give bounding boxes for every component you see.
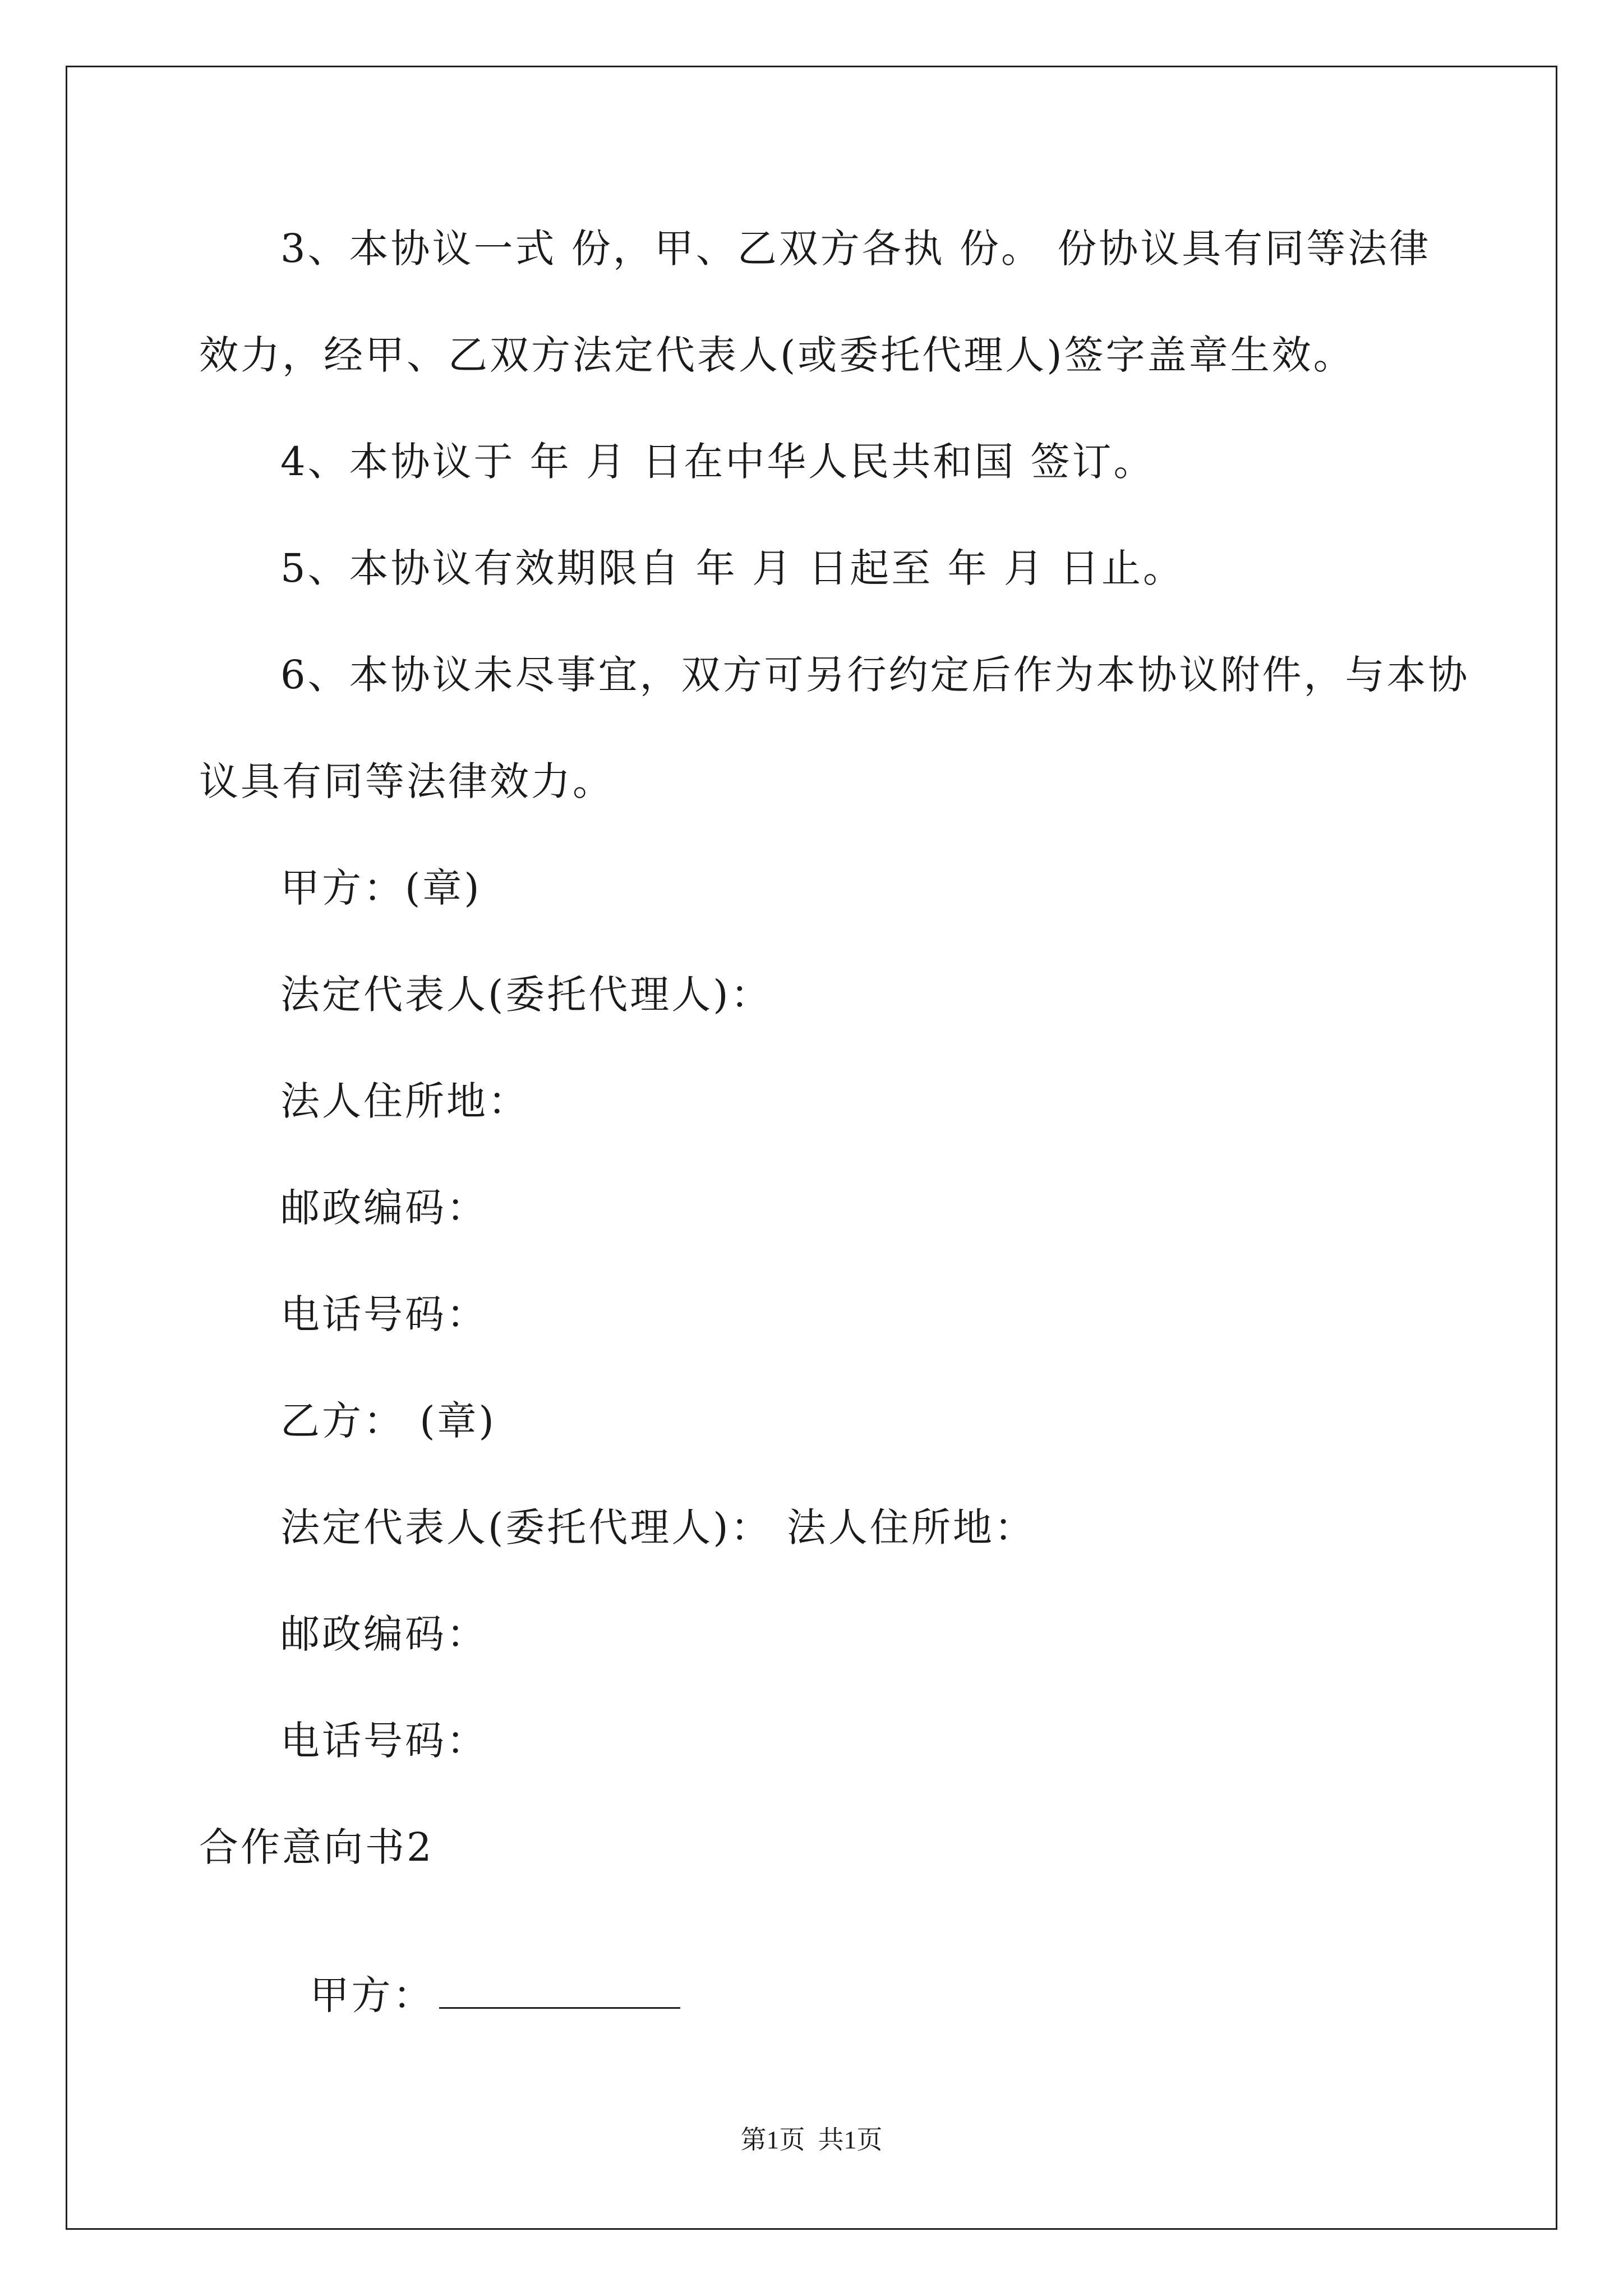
clause-5: 5、本协议有效期限自 年 月 日起至 年 月 日止。 [280,545,1185,591]
party-b-phone: 电话号码： [280,1718,488,1764]
party-b-postcode: 邮政编码： [280,1611,488,1657]
party-a-phone: 电话号码： [280,1291,488,1337]
clause-4: 4、本协议于 年 月 日在中华人民共和国 签订。 [280,439,1155,485]
section-heading: 合作意向书2 [199,1824,434,1870]
party-a-address: 法人住所地： [280,1078,529,1124]
section2-party-a-row [280,1934,680,2018]
party-a-name-blank [439,1973,680,2009]
party-b-legal-rep-address: 法定代表人(委托代理人)： 法人住所地： [280,1504,1036,1550]
clause-6-line-1: 6、本协议未尽事宜，双方可另行约定后作为本协议附件，与本协 [280,652,1470,698]
party-b-title: 乙方： (章) [280,1398,496,1444]
page-footer: 第1页 共1页 [740,2125,883,2154]
party-a-postcode: 邮政编码： [280,1185,488,1231]
clause-3-line-1: 3、本协议一式 份，甲、乙双方各执 份。 份协议具有同等法律 [280,226,1431,272]
party-a-title: 甲方：(章) [280,865,482,911]
page-border [66,66,1557,2230]
party-a-legal-rep: 法定代表人(委托代理人)： [280,972,772,1018]
clause-3-line-2: 效力，经甲、乙双方法定代表人(或委托代理人)签字盖章生效。 [199,332,1355,378]
section2-party-a-label: 甲方： [310,1972,435,2018]
clause-6-line-2: 议具有同等法律效力。 [199,758,614,804]
